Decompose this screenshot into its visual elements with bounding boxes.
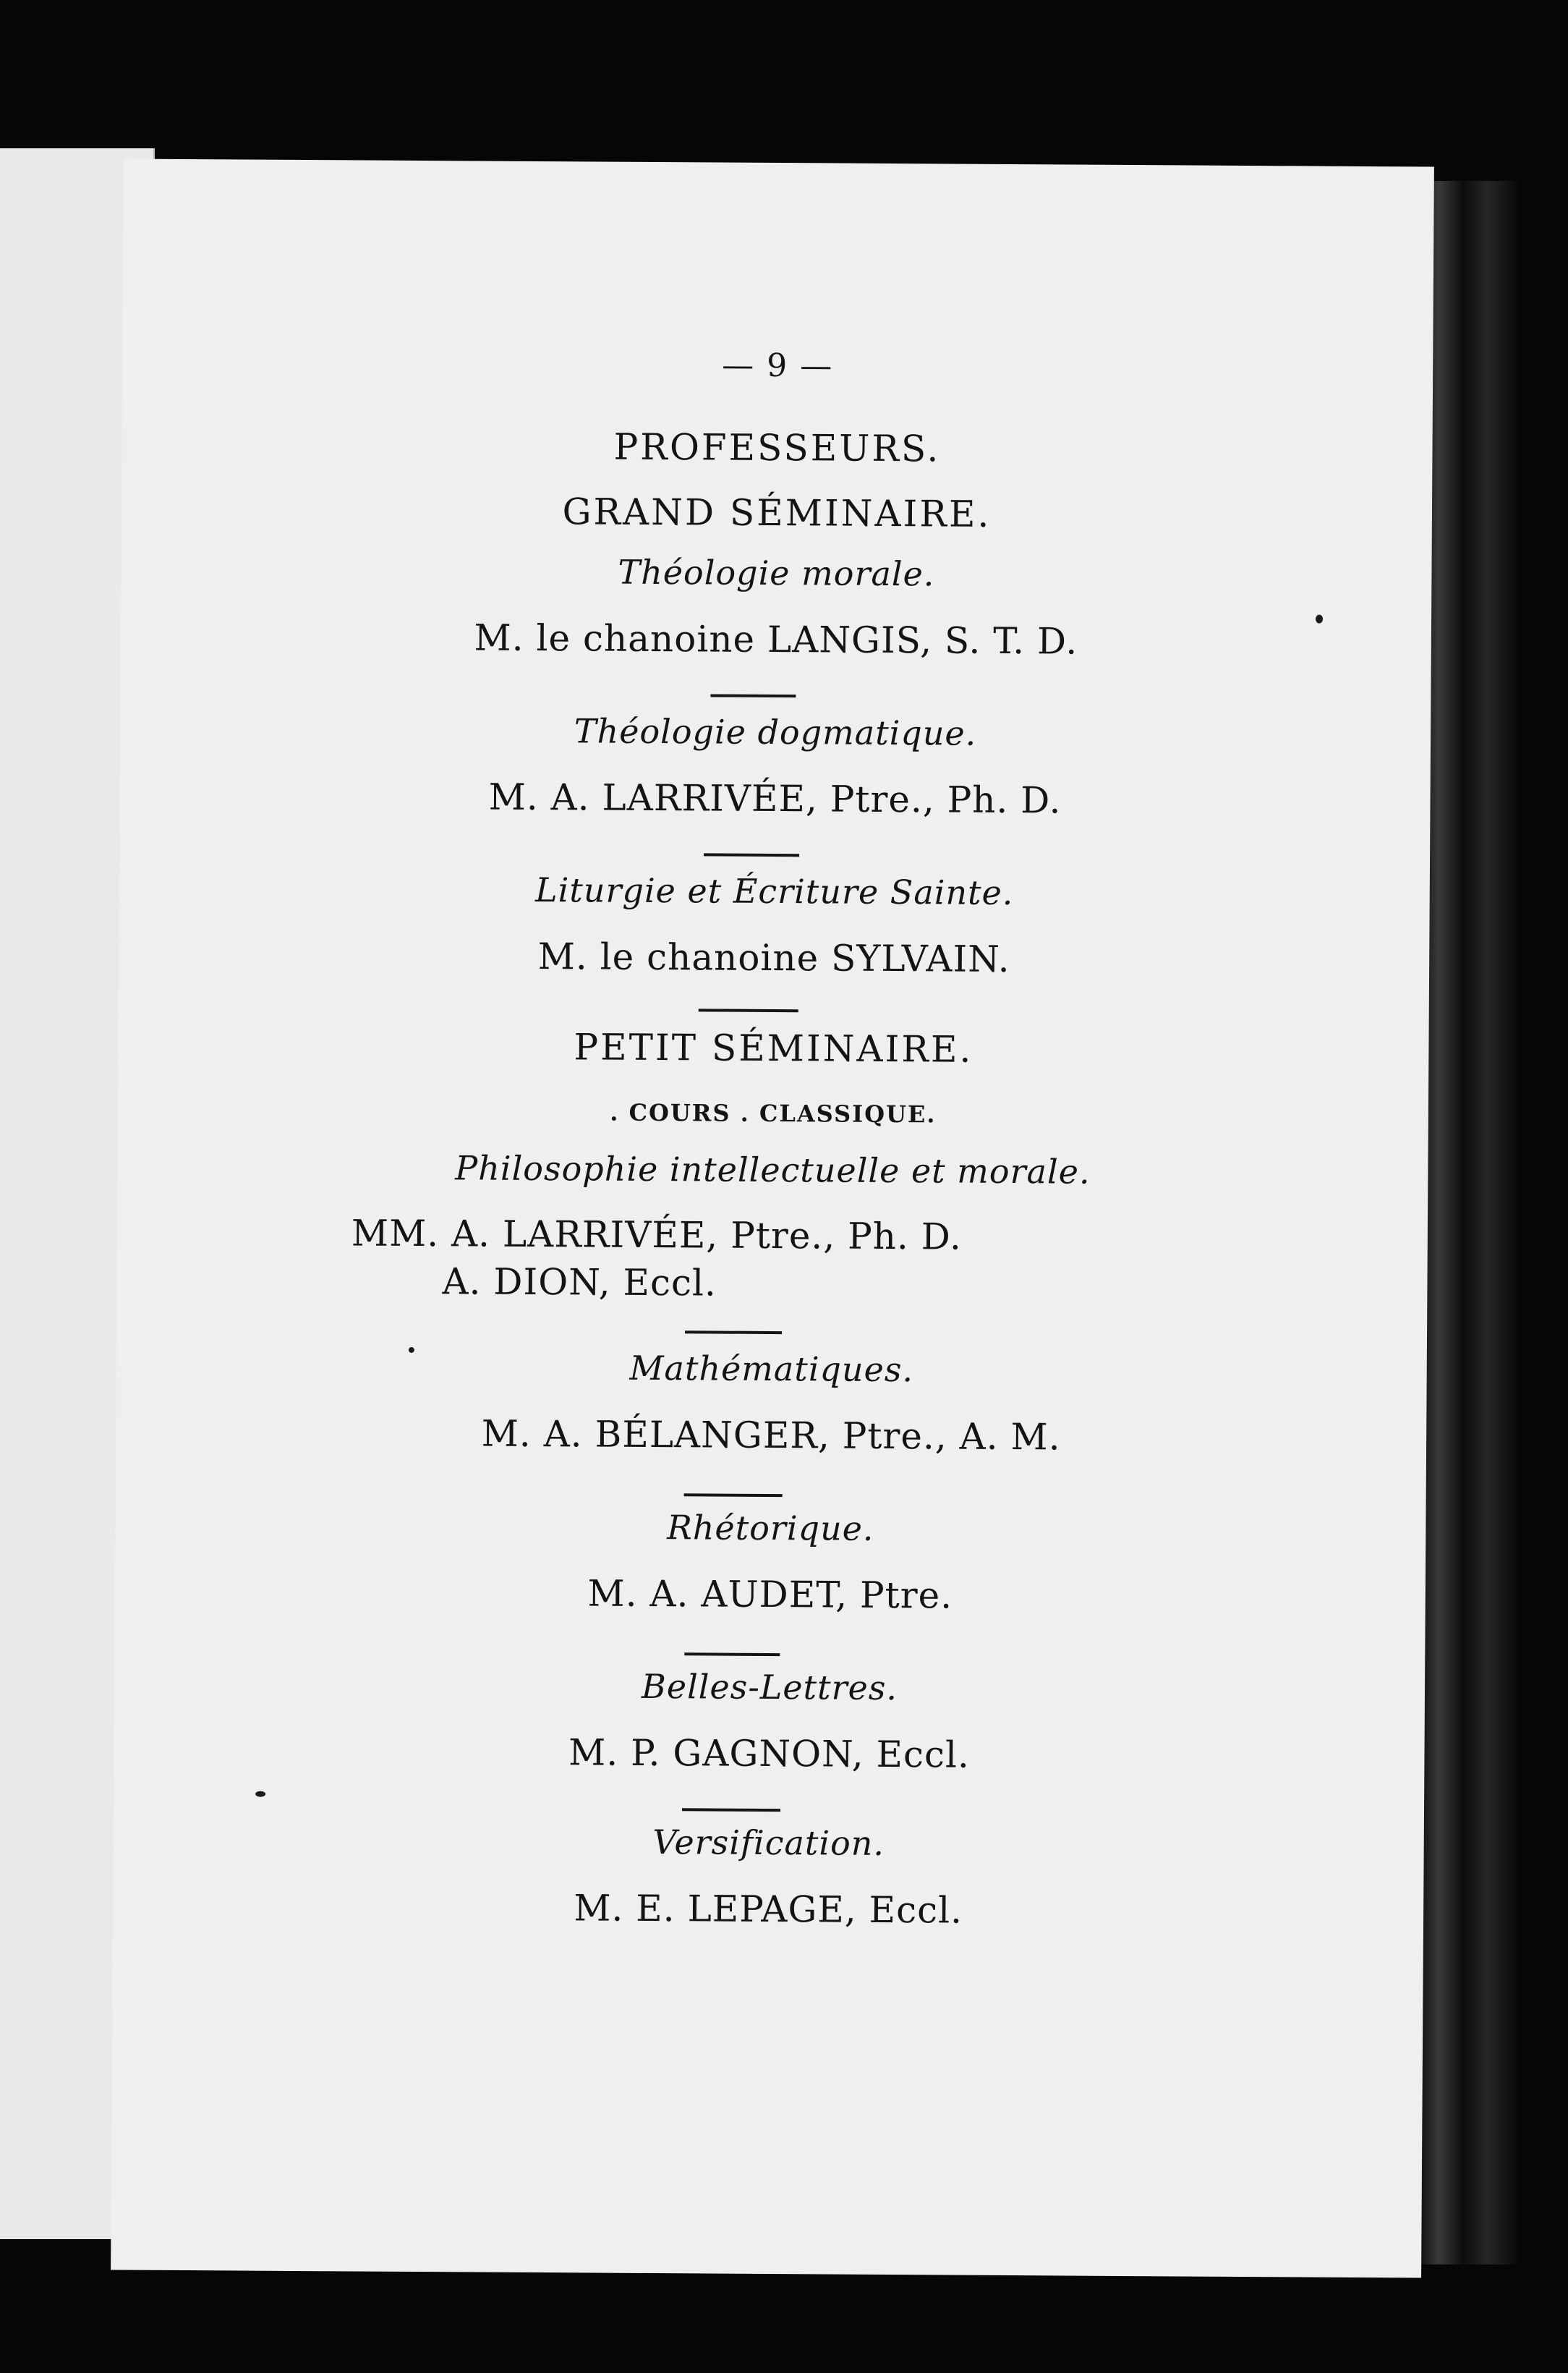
subject-belles-lettres: Belles-Lettres. [641,1666,898,1708]
page-content [111,158,1434,2278]
professor-name: M. le chanoine SYLVAIN. [537,935,1010,981]
paper-speck [409,1347,414,1353]
professor-name: M. P. GAGNON, Eccl. [568,1731,971,1776]
separator-rule [684,1652,780,1656]
grand-seminaire-heading: GRAND SÉMINAIRE. [562,491,992,535]
paper-speck [255,1791,265,1797]
professor-name: A. DION, Eccl. [442,1260,717,1304]
separator-rule [699,1009,798,1012]
professor-name: M. le chanoine LANGIS, S. T. D. [474,616,1078,663]
cours-classique-subheading: . COURS . CLASSIQUE. [610,1098,937,1129]
professor-name: MM. A. LARRIVÉE, Ptre., Ph. D. [351,1212,963,1258]
professor-name: M. A. BÉLANGER, Ptre., A. M. [481,1412,1061,1459]
paper-speck [1316,615,1323,624]
professor-name: M. E. LEPAGE, Eccl. [574,1887,963,1932]
separator-rule [682,1808,780,1812]
subject-theologie-morale: Théologie morale. [618,552,935,594]
separator-rule [710,694,796,697]
subject-versification: Versification. [652,1822,885,1863]
book-page [111,158,1434,2278]
subject-theologie-dogmatique: Théologie dogmatique. [574,711,977,753]
petit-seminaire-heading: PETIT SÉMINAIRE. [574,1026,973,1071]
subject-rhetorique: Rhétorique. [667,1508,874,1548]
subject-liturgie: Liturgie et Écriture Sainte. [534,870,1014,913]
page-title: PROFESSEURS. [613,425,941,470]
separator-rule [704,853,799,857]
subject-philosophie: Philosophie intellectuelle et morale. [455,1148,1091,1192]
separator-rule [685,1330,782,1334]
professor-name: M. A. AUDET, Ptre. [587,1572,953,1617]
page-number: — 9 — [722,347,834,385]
professor-name: M. A. LARRIVÉE, Ptre., Ph. D. [488,776,1062,822]
separator-rule [684,1493,783,1497]
subject-mathematiques: Mathématiques. [629,1348,914,1390]
